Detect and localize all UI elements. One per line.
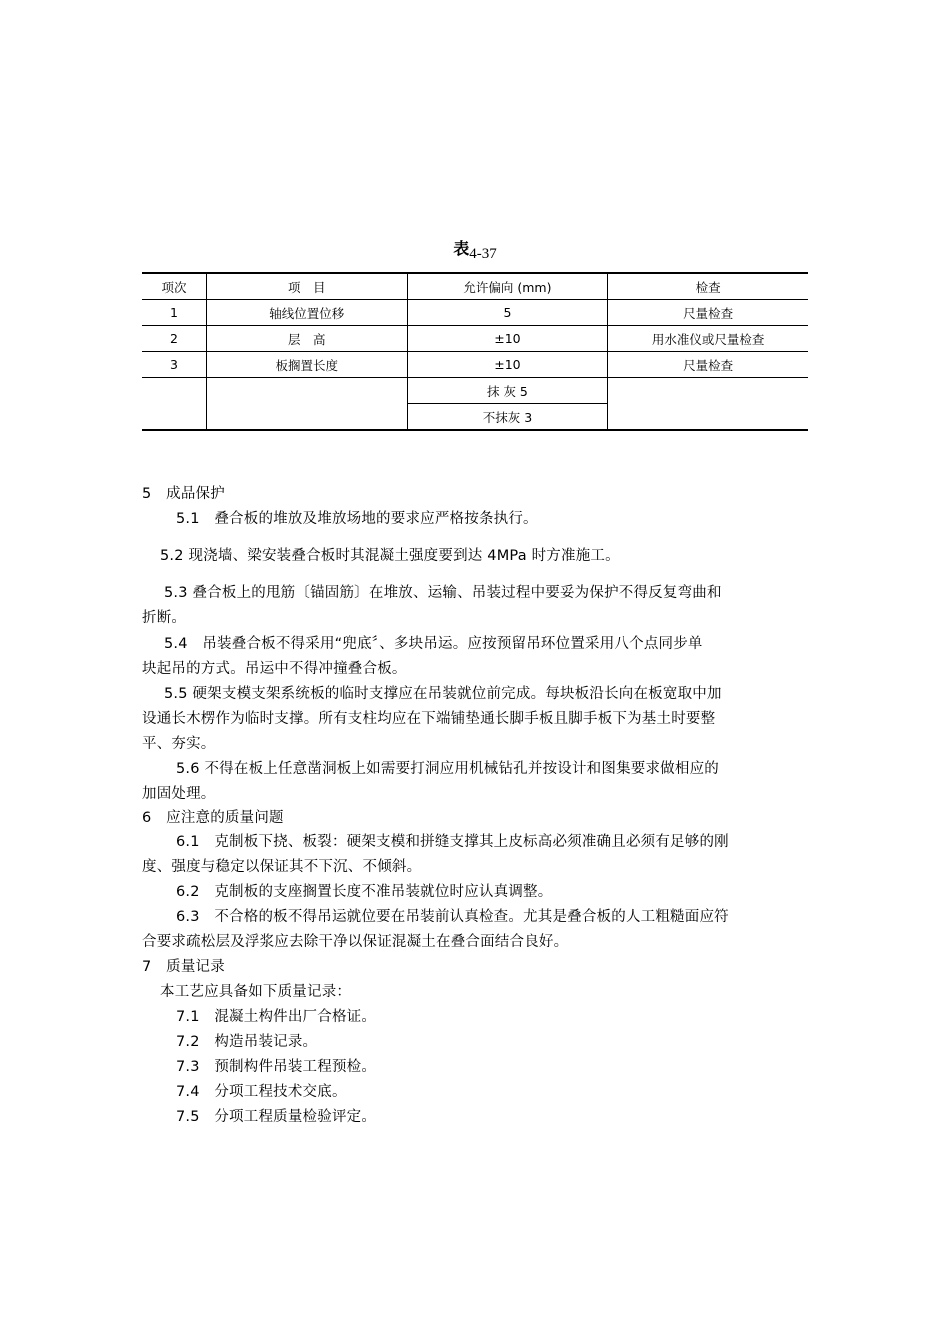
- list-item-7-5: 7.5 分项工程质量检验评定。: [176, 1109, 377, 1125]
- paragraph-6-3-line-1: 6.3 不合格的板不得吊运就位要在吊装前认真检查。尤其是叠合板的人工粗糙面应符: [176, 909, 729, 925]
- paragraph-6-1-line-2: 度、强度与稳定以保证其不下沉、不倾斜。: [142, 859, 422, 875]
- paragraph-5-5-line-3: 平、夯实。: [142, 736, 216, 752]
- table-cell: 1: [142, 300, 206, 326]
- table-cell: 尺量检查: [608, 352, 808, 378]
- paragraph-5-3-line-1: 5.3 叠合板上的甩筋〔锚固筋〕在堆放、运输、吊装过程中要妥为保护不得反复弯曲和: [164, 585, 722, 601]
- table-cell: 5: [407, 300, 608, 326]
- paragraph-5-4-line-1: 5.4 吊装叠合板不得采用“兜底〞、多块吊运。应按预留吊环位置采用八个点同步单: [164, 636, 703, 652]
- table-cell-empty: [206, 378, 407, 431]
- table-caption-number: 4-37: [469, 246, 497, 262]
- list-item-7-4: 7.4 分项工程技术交底。: [176, 1084, 347, 1100]
- paragraph-6-3-line-2: 合要求疏松层及浮浆应去除干净以保证混凝土在叠合面结合良好。: [142, 934, 569, 950]
- section-6-heading: 6 应注意的质量问题: [142, 810, 284, 826]
- table-cell: 轴线位置位移: [206, 300, 407, 326]
- table-caption-prefix: 表: [453, 239, 470, 258]
- paragraph-5-3-line-2: 折断。: [142, 610, 187, 626]
- paragraph-5-1: 5.1 叠合板的堆放及堆放场地的要求应严格按条执行。: [176, 511, 538, 527]
- paragraph-5-6-line-2: 加固处理。: [142, 786, 216, 802]
- paragraph-5-5-line-1: 5.5 硬架支模支架系统板的临时支撑应在吊装就位前完成。每块板沿长向在板宽取中加: [164, 686, 722, 702]
- list-item-7-3: 7.3 预制构件吊装工程预检。: [176, 1059, 377, 1075]
- table-row: [142, 326, 808, 352]
- table-row: [142, 300, 808, 326]
- paragraph-5-6-line-1: 5.6 不得在板上任意凿洞板上如需要打洞应用机械钻孔并按设计和图集要求做相应的: [176, 761, 719, 777]
- table-cell: ±10: [407, 352, 608, 378]
- paragraph-6-2: 6.2 克制板的支座搁置长度不准吊装就位时应认真调整。: [176, 884, 553, 900]
- table-cell-empty: [608, 378, 808, 431]
- header-cell: 项次: [142, 273, 206, 300]
- paragraph-7-intro: 本工艺应具备如下质量记录：: [160, 984, 352, 1000]
- table-cell: 尺量检查: [608, 300, 808, 326]
- header-cell: 检查: [608, 273, 808, 300]
- table-cell: 抹 灰 5: [407, 378, 608, 404]
- paragraph-5-2: 5.2 现浇墙、梁安装叠合板时其混凝土强度要到达 4MPa 时方准施工。: [160, 548, 620, 564]
- paragraph-5-4-line-2: 块起吊的方式。吊运中不得冲撞叠合板。: [142, 661, 407, 677]
- header-cell: 允许偏向 (mm): [407, 273, 608, 300]
- list-item-7-1: 7.1 混凝土构件出厂合格证。: [176, 1009, 377, 1025]
- table-row: [142, 352, 808, 378]
- header-cell: 项 目: [206, 273, 407, 300]
- table-cell: ±10: [407, 326, 608, 352]
- table-cell: 板搁置长度: [206, 352, 407, 378]
- paragraph-5-5-line-2: 设通长木楞作为临时支撑。所有支柱均应在下端铺垫通长脚手板且脚手板下为基土时要整: [142, 711, 716, 727]
- table-cell: 层 高: [206, 326, 407, 352]
- table-cell: 2: [142, 326, 206, 352]
- table-cell: 不抹灰 3: [407, 404, 608, 431]
- section-7-heading: 7 质量记录: [142, 959, 225, 975]
- table-caption: [0, 236, 950, 263]
- table-header-row: [142, 273, 808, 300]
- table-cell: 3: [142, 352, 206, 378]
- section-5-heading: 5 成品保护: [142, 486, 225, 502]
- tolerance-table: [142, 272, 808, 431]
- paragraph-6-1-line-1: 6.1 克制板下挠、板裂：硬架支模和拼缝支撑其上皮标高必须准确且必须有足够的刚: [176, 834, 729, 850]
- table-cell-empty: [142, 378, 206, 431]
- list-item-7-2: 7.2 构造吊装记录。: [176, 1034, 318, 1050]
- table-row: [142, 378, 808, 404]
- table-cell: 用水准仪或尺量检查: [608, 326, 808, 352]
